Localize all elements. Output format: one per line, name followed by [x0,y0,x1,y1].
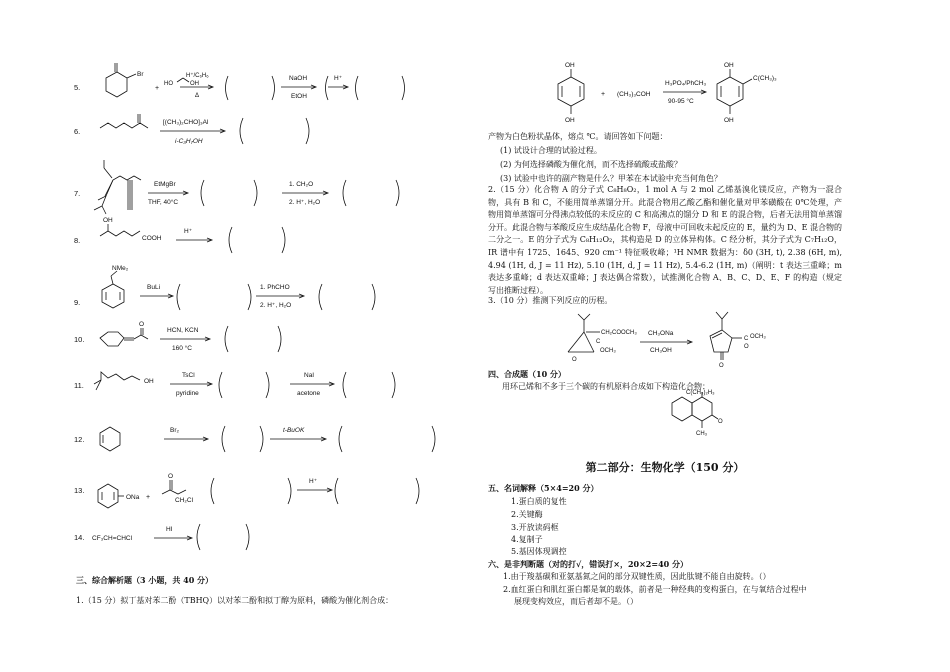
svg-text:NMe₂: NMe₂ [112,265,129,272]
question-1-1: (1) 试设计合理的试验过程。 [500,146,602,155]
svg-text:+: + [601,91,606,98]
svg-text:OH: OH [565,117,575,124]
rxn5-num: 5. [74,83,81,92]
section5-title: 五、名词解释（5×4=20 分） [488,483,599,493]
section6-title: 六、是非判断题（对的打√，错误打×，20×2=40 分） [488,559,688,569]
svg-text:6.: 6. [74,127,81,136]
svg-text:7.: 7. [74,189,81,198]
svg-text:COOH: COOH [142,235,162,242]
svg-text:O: O [719,363,724,369]
part2-title: 第二部分：生物化学（150 分） [585,461,745,474]
svg-text:OH: OH [103,217,113,224]
svg-text:ONa: ONa [126,494,140,501]
svg-text:HI: HI [166,526,173,533]
svg-text:13.: 13. [74,486,85,495]
svg-text:CH₂Cl: CH₂Cl [175,497,194,504]
svg-text:OH: OH [144,378,154,385]
term-2: 2.关键酶 [511,510,543,519]
svg-text:t-BuOK: t-BuOK [283,427,305,434]
svg-text:EtOH: EtOH [291,93,307,100]
svg-text:2. H⁺, H₂O: 2. H⁺, H₂O [289,199,321,206]
section3-title: 三、综合解析题（3 小题，共 40 分） [76,575,214,585]
svg-text:10.: 10. [74,335,85,344]
svg-text:O: O [139,321,145,328]
svg-text:12.: 12. [74,435,85,444]
svg-text:CH₃OH: CH₃OH [650,347,672,354]
svg-text:1. CH₂O: 1. CH₂O [289,181,314,188]
svg-text:OCH₃: OCH₃ [600,348,616,354]
svg-text:O: O [744,344,749,350]
svg-text:H⁺/C₆H₆: H⁺/C₆H₆ [186,73,209,79]
svg-text:[(CH₃)₂CHO]₃Al: [(CH₃)₂CHO]₃Al [163,119,209,126]
svg-text:11.: 11. [74,381,84,390]
svg-text:(CH₃)₃COH: (CH₃)₃COH [617,91,651,98]
svg-text:OH: OH [190,81,199,87]
term-5: 5.基因体现调控 [511,547,567,556]
svg-text:THF, 40°C: THF, 40°C [148,199,179,206]
svg-text:HCN, KCN: HCN, KCN [167,327,199,334]
svg-text:2. H⁺, H₂O: 2. H⁺, H₂O [260,302,292,309]
section4-text: 用环己烯和不多于三个碳的有机原料合成如下构造化合物： [502,382,710,391]
svg-text:CF₃CH=CHCl: CF₃CH=CHCl [92,535,133,542]
svg-text:NaI: NaI [304,372,315,379]
svg-text:CH₃: CH₃ [696,431,708,437]
svg-text:Br₂: Br₂ [170,427,180,434]
term-4: 4.复制子 [511,535,543,544]
svg-text:OH: OH [724,117,734,124]
svg-text:i-C₃H₇OH: i-C₃H₇OH [175,138,203,145]
term-1: 1.蛋白质的复性 [511,497,567,506]
tf-item-2-cont: 展现变构效应，而后者却不是。（） [514,597,638,606]
svg-text:8.: 8. [74,236,81,245]
question-3-text: 3.（10 分）推测下列反应的历程。 [488,296,613,305]
svg-text:14.: 14. [74,533,85,542]
rxn5-reactant [106,63,136,97]
svg-text:C: C [596,339,601,345]
svg-text:H⁺: H⁺ [184,228,193,235]
svg-text:C: C [744,336,749,342]
svg-text:C(CH₃)₃: C(CH₃)₃ [753,75,777,82]
svg-text:1. PhCHO: 1. PhCHO [260,284,290,291]
svg-text:TsCl: TsCl [182,372,195,379]
svg-text:+: + [146,494,151,501]
tf-item-2: 2.血红蛋白和肌红蛋白都是氧的载体，前者是一种经典的变构蛋白，在与氧结合过程中 [503,585,807,594]
svg-text:CH₂COOCH₃: CH₂COOCH₃ [601,330,637,336]
term-3: 3.开放读码框 [511,523,559,532]
svg-text:O: O [168,473,174,480]
svg-text:O: O [718,419,723,425]
rxn5-paren-open [226,76,229,100]
svg-text:acetone: acetone [297,390,321,397]
svg-text:90-95 °C: 90-95 °C [668,98,694,105]
svg-text:Δ: Δ [195,93,200,99]
svg-text:HO: HO [164,81,173,87]
svg-text:NaOH: NaOH [289,75,308,82]
svg-text:pyridine: pyridine [176,390,199,397]
svg-text:C(CH₃)₂H₃: C(CH₃)₂H₃ [686,390,715,396]
svg-text:O: O [572,357,577,363]
svg-text:CH₃ONa: CH₃ONa [648,330,674,337]
tf-item-1: 1.由于羧基碳和亚氨基氮之间的部分双键性质，因此肽键不能自由旋转。（） [503,572,771,581]
svg-text:H₃PO₄/PhCH₃: H₃PO₄/PhCH₃ [665,80,707,87]
section4-title: 四、合成题（10 分） [488,369,566,379]
question-1-2: (2) 为何选择磷酸为催化剂，而不选择硫酸或盐酸？ [500,160,682,169]
product-description: 产物为白色粉状晶体，熔点 ℃。请回答如下问题： [488,132,668,141]
svg-text:OH: OH [565,62,575,69]
question-2-text: 2.（15 分）化合物 A 的分子式 C₈H₈O₂，1 mol A 与 2 mol 乙烯基溴化镁反应，产物为一混合物，具有 B 和 C，不能用简单蒸馏分开。此混合物用乙酸乙酯和催化量对甲苯磺酸在 0℃处理，产物用简单蒸馏可分得沸点较低的未反应的 C 和高沸点的馏分 D 和 E 的混合物，后者无法用简单蒸馏分开。此混合物与苯酸反应生成结晶化合物 F，母液中可回收未起反应的 E，量约为 D、E 混合物的二分之一。E 的分子式为 C₈H₁₂O₂，其构造是 D 的立体异构体。C 经分析，其分子式为 C₇H₁₂O，IR 谱中有 1725、1645、920 cm⁻¹ 特征吸收峰；¹H NMR 数据为：δ0 (3H, t), 2.38 (6H, m), 4.94 (1H, d, J = 11 Hz), 5.10 (1H, d, J = 11 Hz), 5.4-6.2 (1H, m)（阐明：t 表达三重峰；m 表达多重峰；d 表达双重峰；J 表达偶合常数），试推测化合物 A、B、C、D、E、F 的构造（规定写出推断过程）。 [488,185,842,295]
svg-text:Br: Br [137,71,144,78]
svg-text:9.: 9. [74,298,81,307]
svg-text:+: + [155,85,160,92]
svg-text:H⁺: H⁺ [334,75,343,82]
q1-intro: 1.（15 分）拟丁基对苯二酚（TBHQ）以对苯二酚和拟丁醇为原料，磷酸为催化剂合成： [76,596,394,605]
svg-text:H⁺: H⁺ [309,478,318,485]
svg-text:EtMgBr: EtMgBr [154,181,176,188]
svg-text:BuLi: BuLi [147,284,161,291]
svg-text:160 °C: 160 °C [172,345,192,352]
svg-text:OCH₃: OCH₃ [750,334,766,340]
question-1-3: (3) 试验中也许的副产物是什么？甲苯在本试验中充当何角色？ [500,174,722,183]
svg-text:OH: OH [724,62,734,69]
